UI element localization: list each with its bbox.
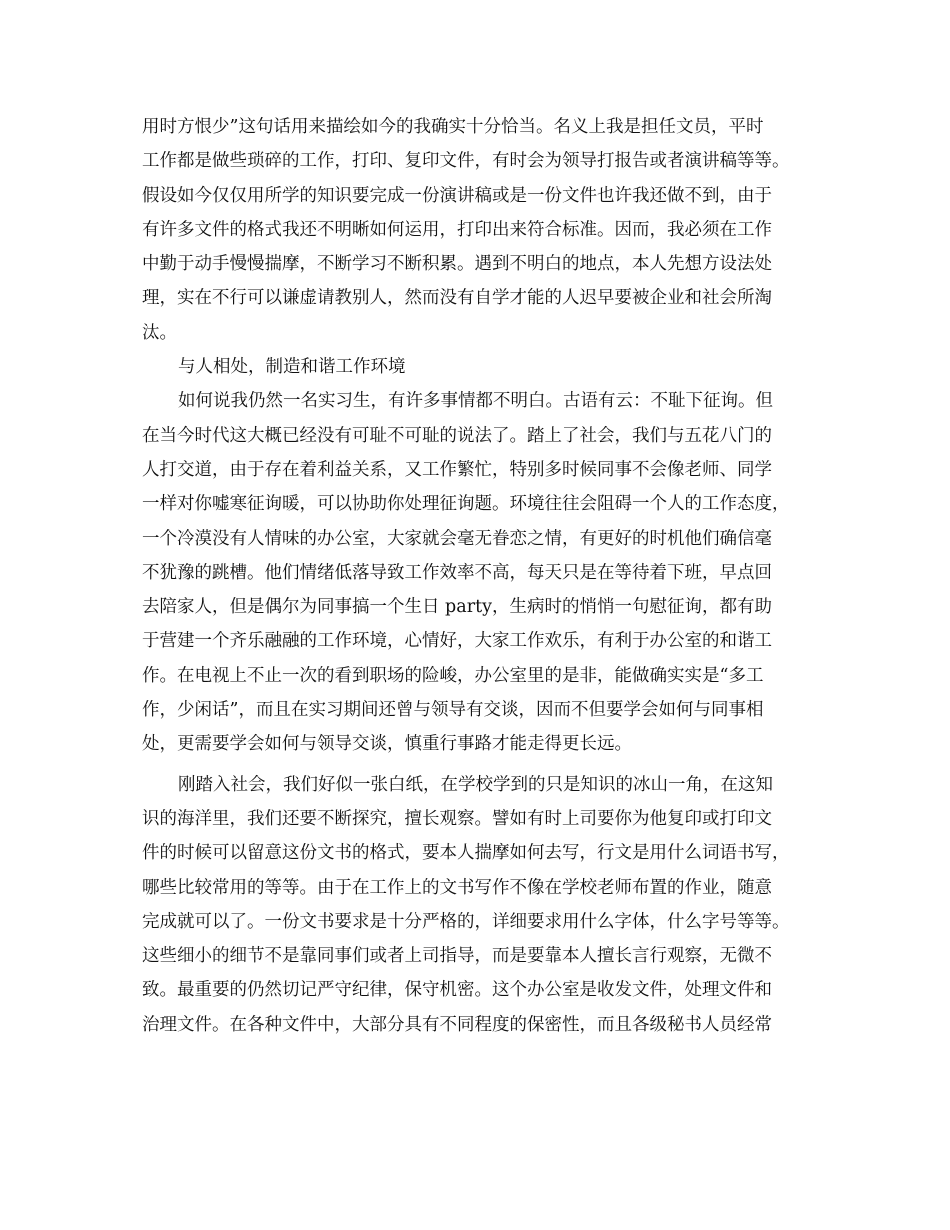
section-heading: 与人相处，制造和谐工作环境 (178, 357, 406, 378)
text-line: 汰。 (142, 322, 177, 343)
text-line: 有许多文件的格式我还不明晰如何运用，打印出来符合标准。因而，我必须在工作 (142, 219, 772, 240)
paragraph-start: 如何说我仍然一名实习生，有许多事情都不明白。古语有云：不耻下征询。但 (178, 391, 773, 412)
text-line: 作，少闲话”，而且在实习期间还曾与领导有交谈，因而不但要学会如何与同事相 (142, 700, 764, 721)
text-line: 于营建一个齐乐融融的工作环境，心情好，大家工作欢乐，有利于办公室的和谐工 (142, 631, 772, 652)
text-line: 人打交道，由于存在着利益关系，又工作繁忙，特别多时候同事不会像老师、同学 (142, 459, 772, 480)
text-line: 处，更需要学会如何与领导交谈，慎重行事路才能走得更长远。 (142, 734, 632, 755)
text-line: 哪些比较常用的等等。由于在工作上的文书写作不像在学校老师布置的作业，随意 (142, 877, 772, 898)
text-line: 件的时候可以留意这份文书的格式，要本人揣摩如何去写，行文是用什么词语书写， (142, 843, 790, 864)
text-line: 一样对你嘘寒征询暖，可以协助你处理征询题。环境往往会阻碍一个人的工作态度， (142, 494, 790, 515)
text-line: 工作都是做些琐碎的工作，打印、复印文件，有时会为领导打报告或者演讲稿等等。 (142, 151, 790, 172)
paragraph-start: 刚踏入社会，我们好似一张白纸，在学校学到的只是知识的冰山一角，在这知 (178, 774, 773, 795)
text-line: 作。在电视上不止一次的看到职场的险峻，办公室里的是非，能做确实实是“多工 (142, 665, 764, 686)
text-line: 去陪家人，但是偶尔为同事搞一个生日 party，生病时的悄悄一句慰征询，都有助 (142, 597, 772, 618)
text-line: 理，实在不行可以谦虚请教别人，然而没有自学才能的人迟早要被企业和社会所淘 (142, 288, 772, 309)
text-line: 致。最重要的仍然切记严守纪律，保守机密。这个办公室是收发文件，处理文件和 (142, 980, 772, 1001)
text-line: 不犹豫的跳槽。他们情绪低落导致工作效率不高，每天只是在等待着下班，早点回 (142, 562, 772, 583)
text-line: 一个冷漠没有人情味的办公室，大家就会毫无眷恋之情，有更好的时机他们确信毫 (142, 528, 772, 549)
text-line: 完成就可以了。一份文书要求是十分严格的，详细要求用什么字体，什么字号等等。 (142, 911, 790, 932)
text-line: 识的海洋里，我们还要不断探究，擅长观察。譬如有时上司要你为他复印或打印文 (142, 808, 772, 829)
text-line: 在当今时代这大概已经没有可耻不可耻的说法了。踏上了社会，我们与五花八门的 (142, 425, 772, 446)
text-line: 中勤于动手慢慢揣摩，不断学习不断积累。遇到不明白的地点，本人先想方设法处 (142, 254, 772, 275)
text-line: 假设如今仅仅用所学的知识要完成一份演讲稿或是一份文件也许我还做不到，由于 (142, 185, 772, 206)
text-line: 用时方恨少”这句话用来描绘如今的我确实十分恰当。名义上我是担任文员，平时 (142, 117, 764, 137)
text-line: 这些细小的细节不是靠同事们或者上司指导，而是要靠本人擅长言行观察，无微不 (142, 946, 772, 967)
document-body (142, 110, 822, 1042)
text-line: 治理文件。在各种文件中，大部分具有不同程度的保密性，而且各级秘书人员经常 (142, 1014, 772, 1035)
